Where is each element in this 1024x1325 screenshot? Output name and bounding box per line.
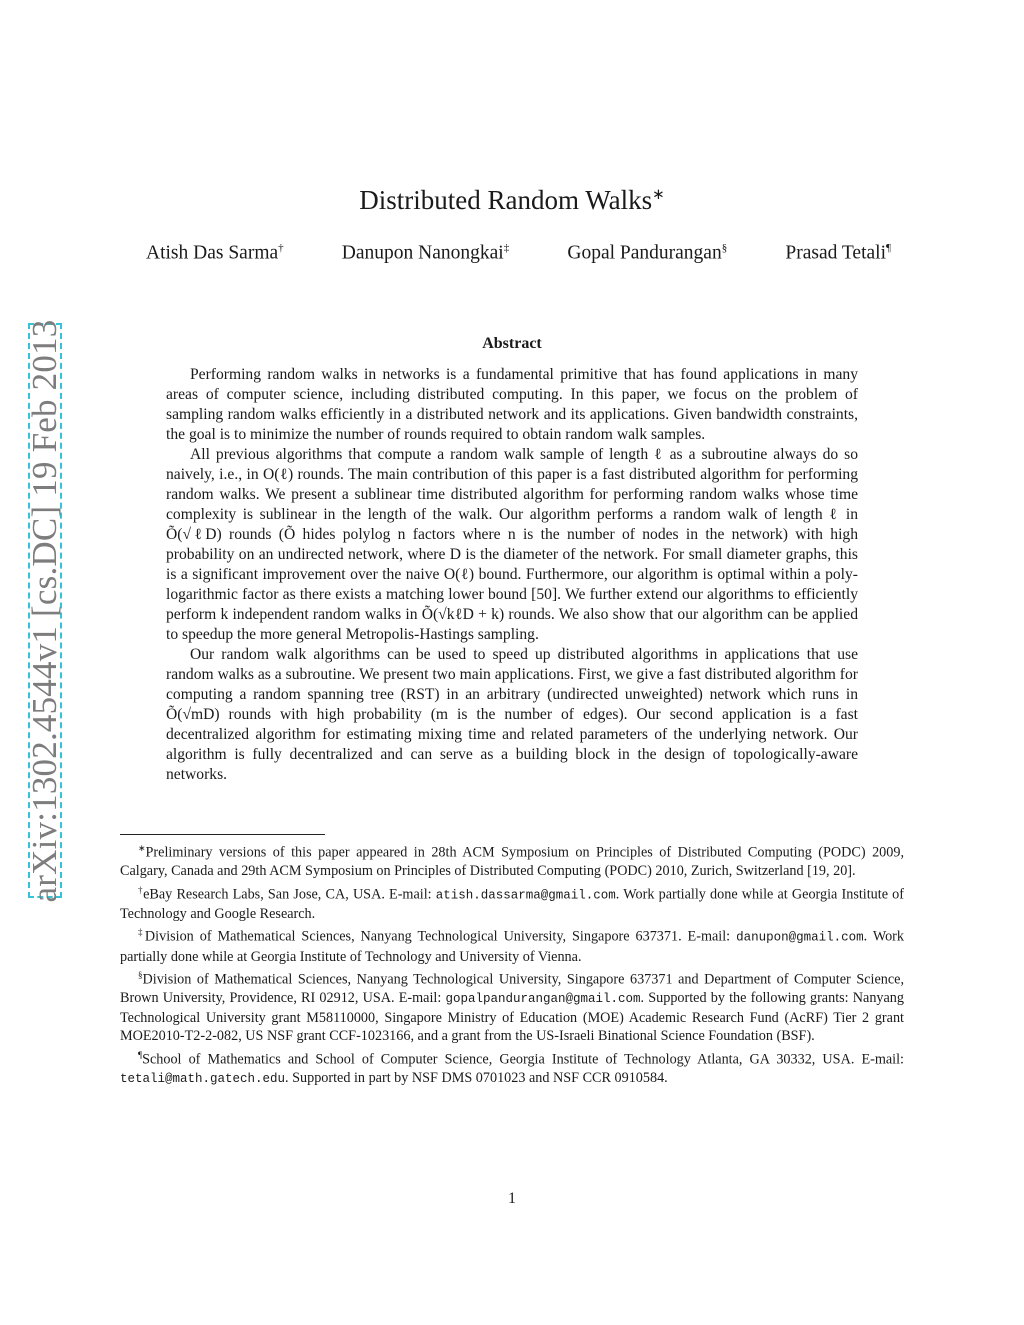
author	[146, 242, 284, 265]
abstract-paragraph: All previous algorithms that compute a random walk sample of length ℓ as a subroutine always do so naively, i.e., in O(ℓ) rounds. The main contribution of this paper is a fast distributed algorithm for performing random walks. We present a sublinear time distributed algorithm for performing random walks whose time complexity is sublinear in the length of the walk. Our algorithm performs a random walk of length ℓ in Õ(√ℓD) rounds (Õ hides polylog n factors where n is the number of nodes in the network) with high probability on an undirected network, where D is the diameter of the network. For small diameter graphs, this is a significant improvement over the naive O(ℓ) bound. Furthermore, our algorithm is optimal within a poly-logarithmic factor as there exists a matching lower bound [50]. We further extend our algorithms to efficiently perform k independent random walks in Õ(√kℓD + k) rounds. We also show that our algorithm can be applied to speedup the more general Metropolis-Hastings sampling.	[166, 446, 858, 643]
arxiv-identifier: arXiv:1302.4544v1 [cs.DC] 19 Feb 2013	[25, 319, 64, 903]
footnote	[120, 839, 904, 881]
footnote-text: School of Mathematics and School of Computer Science, Georgia Institute of Technology Atlanta, GA 30332, USA. E-mail:	[142, 1051, 904, 1068]
author-mark: ‡	[503, 242, 510, 254]
footnote-mark: ∗	[138, 843, 146, 853]
abstract-paragraph: Performing random walks in networks is a fundamental primitive that has found applications in many areas of computer science, including distributed computing. In this paper, we focus on the problem of sampling random walks efficiently in a distributed network and its applications. Given bandwidth constraints, the goal is to minimize the number of rounds required to obtain random walk samples.	[166, 366, 858, 443]
email-link[interactable]: danupon@gmail.com	[736, 931, 864, 946]
footnote-text-after: . Work partially done while at Georgia Institute of Technology and University of Vienna.	[120, 929, 904, 965]
footnote-text: eBay Research Labs, San Jose, CA, USA. E-mail:	[143, 886, 436, 903]
footnote-mark: †	[138, 884, 144, 895]
footnote	[120, 923, 904, 966]
footnote-text-after: . Supported by the following grants: Nanyang Technological University grant M58110000, Singapore Ministry of Education (MOE) Academic Research Fund (AcRF) Tier 2 grant MOE2010-T2-2-082, US NSF grant CCF-1023166, and a grant from the US-Israeli Binational Science Foundation (BSF).	[120, 990, 904, 1045]
page-number: 1	[508, 1190, 516, 1207]
author-name: Prasad Tetali	[785, 242, 886, 264]
footnote	[120, 966, 904, 1046]
footnote-text: Preliminary versions of this paper appeared in 28th ACM Symposium on Principles of Distributed Computing (PODC) 2009, Calgary, Canada and 29th ACM Symposium on Principles of Distributed Computing (PODC) 2010, Zurich, Switzerland [19, 20].	[120, 844, 904, 880]
author	[342, 242, 509, 265]
email-link[interactable]: gopalpandurangan@gmail.com	[445, 992, 641, 1007]
abstract-heading: Abstract	[482, 335, 542, 352]
footnote-mark: ‡	[138, 927, 145, 938]
paper-title-text: Distributed Random Walks	[359, 185, 653, 215]
title-footnote-mark: ∗	[652, 187, 665, 203]
author-mark: †	[278, 242, 284, 254]
footnote-mark: ¶	[138, 1049, 143, 1060]
author	[567, 242, 727, 265]
email-link[interactable]: tetali@math.gatech.edu	[120, 1072, 286, 1087]
abstract-body	[166, 365, 858, 785]
footnote-text-after: . Work partially done while at Georgia Institute of Technology and Google Research.	[120, 886, 904, 922]
footnote	[120, 881, 904, 924]
email-link[interactable]: atish.dassarma@gmail.com	[435, 888, 616, 903]
author-name: Atish Das Sarma	[146, 242, 279, 264]
footnote-text-after: . Supported in part by NSF DMS 0701023 and NSF CCR 0910584.	[285, 1070, 668, 1087]
footnote	[120, 1046, 904, 1089]
author-mark: §	[721, 242, 728, 254]
footnote-divider	[120, 834, 325, 835]
abstract-paragraph: Our random walk algorithms can be used to speed up distributed algorithms in applications that use random walks as a subroutine. We present two main applications. First, we give a fast distributed algorithm for computing a random spanning tree (RST) in an arbitrary (undirected unweighted) network which runs in Õ(√mD) rounds with high probability (m is the number of edges). Our second application is a fast decentralized algorithm for estimating mixing time and related parameters of the underlying network. Our algorithm is fully decentralized and can serve as a building block in the design of topologically-aware networks.	[166, 646, 858, 783]
author-mark: ¶	[885, 242, 891, 254]
footnote-text: Division of Mathematical Sciences, Nanyang Technological University, Singapore 637371 and Department of Computer Science, Brown University, Providence, RI 02912, USA. E-mail:	[120, 971, 904, 1007]
footnote-text: Division of Mathematical Sciences, Nanyang Technological University, Singapore 637371. E-mail:	[144, 929, 737, 946]
author-name: Gopal Pandurangan	[567, 242, 722, 264]
footnotes	[120, 839, 904, 1089]
author-list	[146, 242, 891, 265]
footnote-mark: §	[138, 970, 143, 981]
author-name: Danupon Nanongkai	[341, 242, 504, 264]
author	[785, 242, 891, 265]
paper-title	[0, 185, 1024, 216]
